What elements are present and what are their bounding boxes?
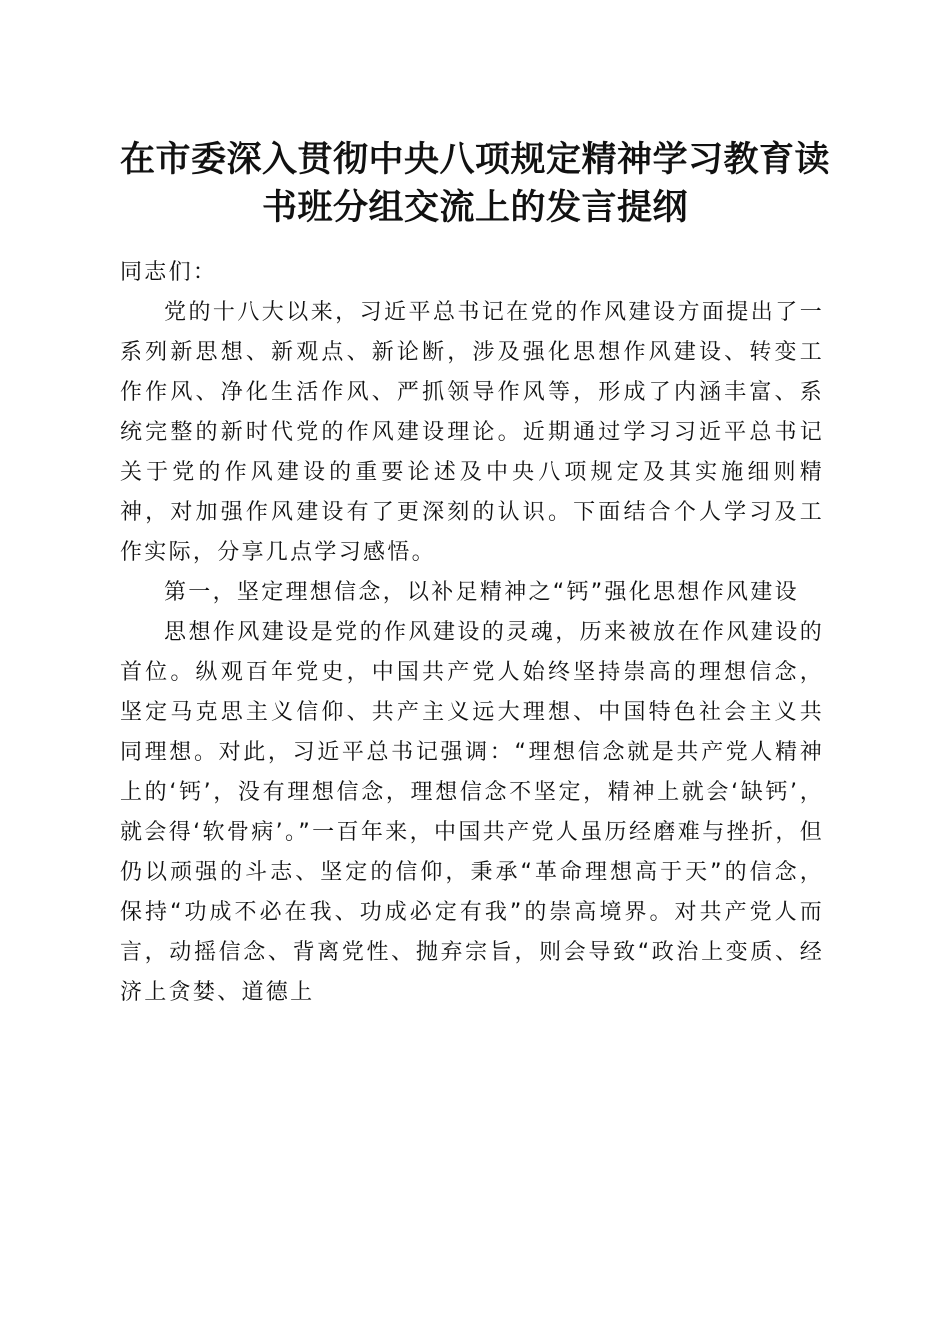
document-title [100,136,850,232]
title-line-1: 在市委深入贯彻中央八项规定精神学习教育读 [119,139,830,180]
paragraph-intro: 党的十八大以来，习近平总书记在党的作风建设方面提出了一系列新思想、新观点、新论断，涉及强化思想作风建设、转变工作作风、净化生活作风、严抓领导作风等，形成了内涵丰富、系统完整的新时代党的作风建设理论。近期通过学习习近平总书记关于党的作风建设的重要论述及中央八项规定及其实施细则精神，对加强作风建设有了更深刻的认识。下面结合个人学习及工作实际，分享几点学习感悟。 [120,300,824,565]
paragraph-section-1: 思想作风建设是党的作风建设的灵魂，历来被放在作风建设的首位。纵观百年党史，中国共产党人始终坚持崇高的理想信念，坚定马克思主义信仰、共产主义远大理想、中国特色社会主义共同理想。对此，习近平总书记强调：“理想信念就是共产党人精神上的‘钙’，没有理想信念，理想信念不坚定，精神上就会‘缺钙’，就会得‘软骨病’。”一百年来，中国共产党人虽历经磨难与挫折，但仍以顽强的斗志、坚定的信仰，秉承“革命理想高于天”的信念，保持“功成不必在我、功成必定有我”的崇高境界。对共产党人而言，动摇信念、背离党性、抛弃宗旨，则会导致“政治上变质、经济上贪婪、道德上 [120,620,824,1005]
title-line-2: 书班分组交流上的发言提纲 [261,187,688,228]
section-heading-1: 第一，坚定理想信念，以补足精神之“钙”强化思想作风建设 [164,580,799,605]
salutation: 同志们： [120,260,218,285]
document-body [120,253,824,1013]
